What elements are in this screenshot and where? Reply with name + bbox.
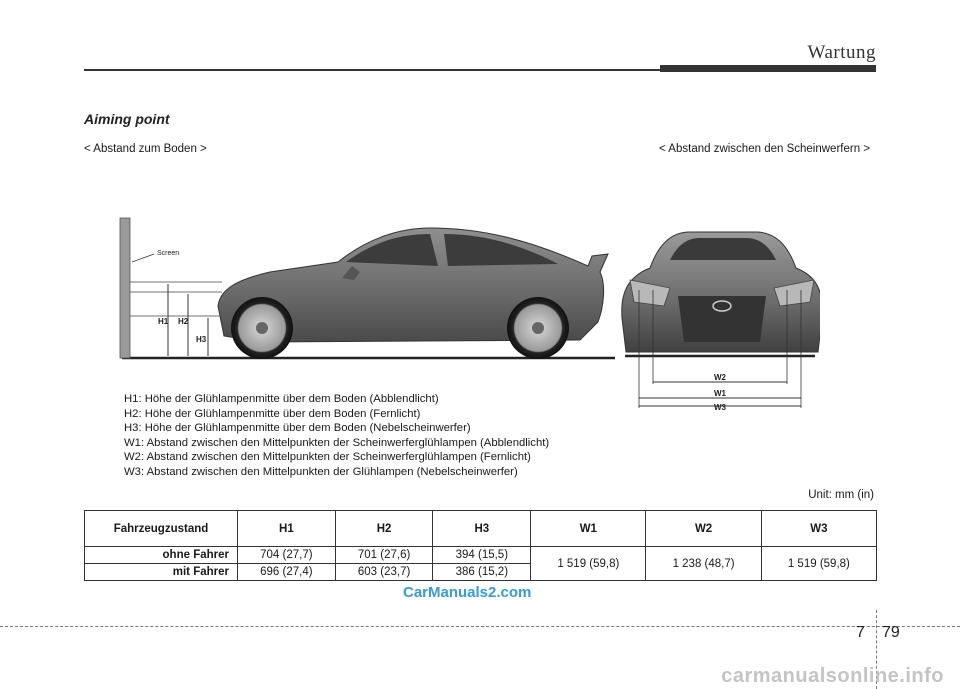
screen-wall (120, 218, 130, 358)
section-title: Wartung (807, 42, 876, 63)
header-rule-accent (660, 65, 876, 72)
aiming-diagram (110, 210, 820, 415)
table-header: H2 (335, 511, 433, 547)
site-watermark: carmanualsonline.info (721, 665, 944, 687)
header-rule (84, 69, 660, 71)
subheading-headlamp-distance: < Abstand zwischen den Scheinwerfern > (659, 143, 870, 155)
row-label: mit Fahrer (85, 564, 238, 581)
subheading-ground-distance: < Abstand zum Boden > (84, 143, 207, 155)
unit-note: Unit: mm (in) (808, 489, 874, 501)
table-header: H3 (433, 511, 531, 547)
aiming-spec-table (84, 510, 877, 581)
w3-label: W3 (714, 403, 726, 412)
page-number: 79 (882, 624, 900, 641)
footer-rule (0, 626, 960, 627)
car-side-view (218, 228, 608, 359)
legend-item: H3: Höhe der Glühlampenmitte über dem Boden (Nebelscheinwerfer) (124, 422, 471, 435)
screen-pointer (132, 254, 154, 262)
table-cell: 1 519 (59,8) (531, 547, 646, 581)
table-cell: 1 519 (59,8) (761, 547, 876, 581)
table-cell: 1 238 (48,7) (646, 547, 761, 581)
row-label: ohne Fahrer (85, 547, 238, 564)
w1-label: W1 (714, 389, 726, 398)
h1-label: H1 (158, 317, 169, 326)
table-row (85, 547, 877, 564)
table-cell: 394 (15,5) (433, 547, 531, 564)
legend-item: W3: Abstand zwischen den Mittelpunkten der Glühlampen (Nebelscheinwerfer) (124, 465, 518, 478)
w2-label: W2 (714, 373, 726, 382)
legend (124, 392, 549, 480)
table-header: W1 (531, 511, 646, 547)
table-header-row (85, 511, 877, 547)
legend-item: W1: Abstand zwischen den Mittelpunkten der Scheinwerferglühlampen (Abblendlicht) (124, 436, 550, 449)
table-header: W3 (761, 511, 876, 547)
table-cell: 704 (27,7) (238, 547, 336, 564)
chapter-number: 7 (856, 624, 865, 641)
table-cell: 386 (15,2) (433, 564, 531, 581)
table-header: H1 (238, 511, 336, 547)
page-heading: Aiming point (84, 111, 170, 127)
h2-label: H2 (178, 317, 189, 326)
table-header: Fahrzeugzustand (85, 511, 238, 547)
watermark-link[interactable]: CarManuals2.com (403, 584, 532, 601)
table-cell: 603 (23,7) (335, 564, 433, 581)
table-cell: 696 (27,4) (238, 564, 336, 581)
legend-item: W2: Abstand zwischen den Mittelpunkten der Scheinwerferglühlampen (Fernlicht) (124, 451, 531, 464)
legend-item: H1: Höhe der Glühlampenmitte über dem Boden (Abblendlicht) (124, 393, 439, 405)
h3-label: H3 (196, 335, 207, 344)
car-front-view (622, 232, 820, 352)
screen-label: Screen (157, 250, 180, 257)
table-header: W2 (646, 511, 761, 547)
legend-item: H2: Höhe der Glühlampenmitte über dem Boden (Fernlicht) (124, 407, 421, 420)
table-cell: 701 (27,6) (335, 547, 433, 564)
